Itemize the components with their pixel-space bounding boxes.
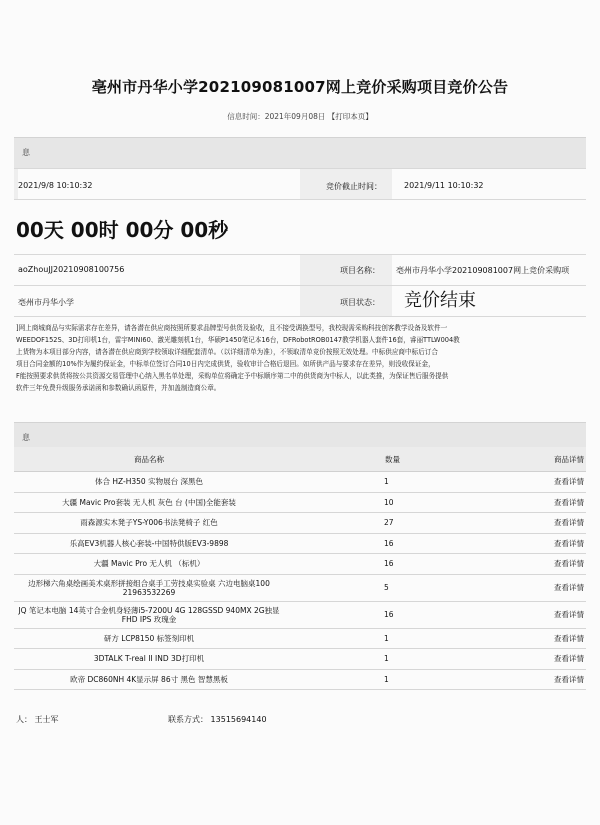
contact-phone-label: 联系方式： — [168, 715, 208, 724]
page-title: 亳州市丹华小学202109081007网上竞价采购项目竞价公告 — [91, 78, 509, 96]
item-qty: 16 — [384, 533, 460, 554]
purchaser-value: 亳州市丹华小学 — [18, 298, 74, 307]
item-name: 研方 LCP8150 标签刻印机 — [14, 628, 284, 649]
publish-info — [0, 111, 600, 122]
project-code-value: aoZhouJJ20210908100756 — [18, 265, 125, 274]
spacer-column-header — [284, 447, 384, 472]
status-value: 竞价结束 — [404, 290, 476, 311]
item-name: JQ 笔记本电脑 14英寸合金机身轻薄i5-7200U 4G 128GSSD 940MX 2G独显 FHD IPS 玫瑰金 — [14, 601, 284, 628]
item-qty: 5 — [384, 574, 460, 601]
description-line: 上货物为本项目部分内容，请各潜在供应商到学校领取详细配套清单。（以详细清单为准），不领取清单竞价按照无效处理。中标供应商中标后订合 — [16, 348, 438, 356]
item-qty: 16 — [384, 554, 460, 575]
description-line: F能按照要求供货将按公共资源交易管理中心纳入黑名单处理，采购单位将确定予中标顺序第二中的供货商为中标人，以此类推，为保证售后服务提供 — [16, 372, 449, 380]
project-name-value: 亳州市丹华小学202109081007网上竞价采购项 — [396, 266, 570, 275]
status-label: 项目状态： — [340, 298, 380, 307]
item-name: 体合 HZ-H350 实物展台 深黑色 — [14, 472, 284, 493]
table-row — [14, 574, 586, 601]
view-detail-link[interactable]: 查看详情 — [460, 472, 586, 493]
item-name: 乐高EV3机器人核心套装-中国特供版EV3-9898 — [14, 533, 284, 554]
item-qty: 27 — [384, 513, 460, 534]
table-row — [14, 492, 586, 513]
table-row — [14, 472, 586, 493]
table-row — [14, 601, 586, 628]
countdown-timer: 00天 00时 00分 00秒 — [16, 218, 229, 242]
publish-label: 信息时间： — [227, 112, 265, 121]
publish-date: 2021年09月08日 — [264, 112, 326, 121]
table-row — [14, 649, 586, 670]
view-detail-link[interactable]: 查看详情 — [460, 649, 586, 670]
item-section-title: 息 — [22, 433, 30, 442]
table-row — [14, 533, 586, 554]
project-description — [16, 322, 586, 394]
table-row — [14, 513, 586, 534]
table-row — [14, 669, 586, 690]
description-line: 软件三年免费升级服务承诺函和参数确认函原件，并加盖制造商公章。 — [16, 384, 221, 392]
description-line: 项目合同金额的10%作为履约保证金，中标单位签订合同10日内完成供货，验收审计合格后退回。如所供产品与要求存在差异，则没收保证金， — [16, 360, 435, 368]
item-table-header — [14, 447, 586, 472]
deadline-value: 2021/9/11 10:10:32 — [404, 181, 484, 190]
item-qty: 1 — [384, 472, 460, 493]
description-line: WEEDOF152S、3D打印机1台，雷宇MINI60、激光雕刻机1台，华硕P1450笔记本16台，DFRobotROB0147教学机器人套件16套，睿丽TTLW004教 — [16, 336, 460, 344]
view-detail-link[interactable]: 查看详情 — [460, 533, 586, 554]
view-detail-link[interactable]: 查看详情 — [460, 554, 586, 575]
item-name: 3DTALK T-real II IND 3D打印机 — [14, 649, 284, 670]
item-name: 大疆 Mavic Pro套装 无人机 灰色 台 (中国)全能套装 — [14, 492, 284, 513]
basic-info-section-header — [14, 137, 586, 169]
table-row — [14, 628, 586, 649]
item-name: 欧帝 DC860NH 4K显示屏 86寸 黑色 智慧黑板 — [14, 669, 284, 690]
print-link[interactable]: 【打印本页】 — [327, 112, 373, 121]
row-divider — [14, 316, 586, 317]
view-detail-link[interactable]: 查看详情 — [460, 628, 586, 649]
item-name: 大疆 Mavic Pro 无人机 （标机） — [14, 554, 284, 575]
item-name: 雨森源实木凳子YS-Y006书法凳椅子 红色 — [14, 513, 284, 534]
item-table — [14, 447, 586, 690]
view-detail-link[interactable]: 查看详情 — [460, 492, 586, 513]
view-detail-link[interactable]: 查看详情 — [460, 513, 586, 534]
item-qty: 10 — [384, 492, 460, 513]
row-divider — [14, 199, 586, 200]
item-name: 边形梯六角桌绘画美术桌形拼接组合桌手工劳技桌实验桌 六边电脑桌100 21963532269 — [14, 574, 284, 601]
deadline-label: 竞价截止时间： — [326, 182, 382, 191]
name-column-header: 商品名称 — [14, 447, 284, 472]
contact-person-label: 人： — [16, 715, 32, 724]
item-qty: 16 — [384, 601, 460, 628]
detail-column-header: 商品详情 — [460, 447, 586, 472]
view-detail-link[interactable]: 查看详情 — [460, 574, 586, 601]
item-qty: 1 — [384, 628, 460, 649]
start-time-value: 2021/9/8 10:10:32 — [18, 181, 93, 190]
view-detail-link[interactable]: 查看详情 — [460, 669, 586, 690]
qty-column-header: 数量 — [384, 447, 460, 472]
project-name-label: 项目名称： — [340, 266, 380, 275]
description-line: ]网上商城商品与实际需求存在差异，请各潜在供应商按照所要求品牌型号供货及验收，且不接受调换型号，我校现需采购科技创客教学设备及软件一 — [16, 324, 448, 332]
view-detail-link[interactable]: 查看详情 — [460, 601, 586, 628]
contact-person — [16, 714, 59, 725]
item-qty: 1 — [384, 649, 460, 670]
contact-person-value: 王士军 — [34, 715, 59, 724]
contact-phone-value: 13515694140 — [210, 715, 267, 724]
contact-phone — [168, 714, 267, 725]
table-row — [14, 554, 586, 575]
item-qty: 1 — [384, 669, 460, 690]
basic-info-section-title: 息 — [22, 148, 30, 157]
